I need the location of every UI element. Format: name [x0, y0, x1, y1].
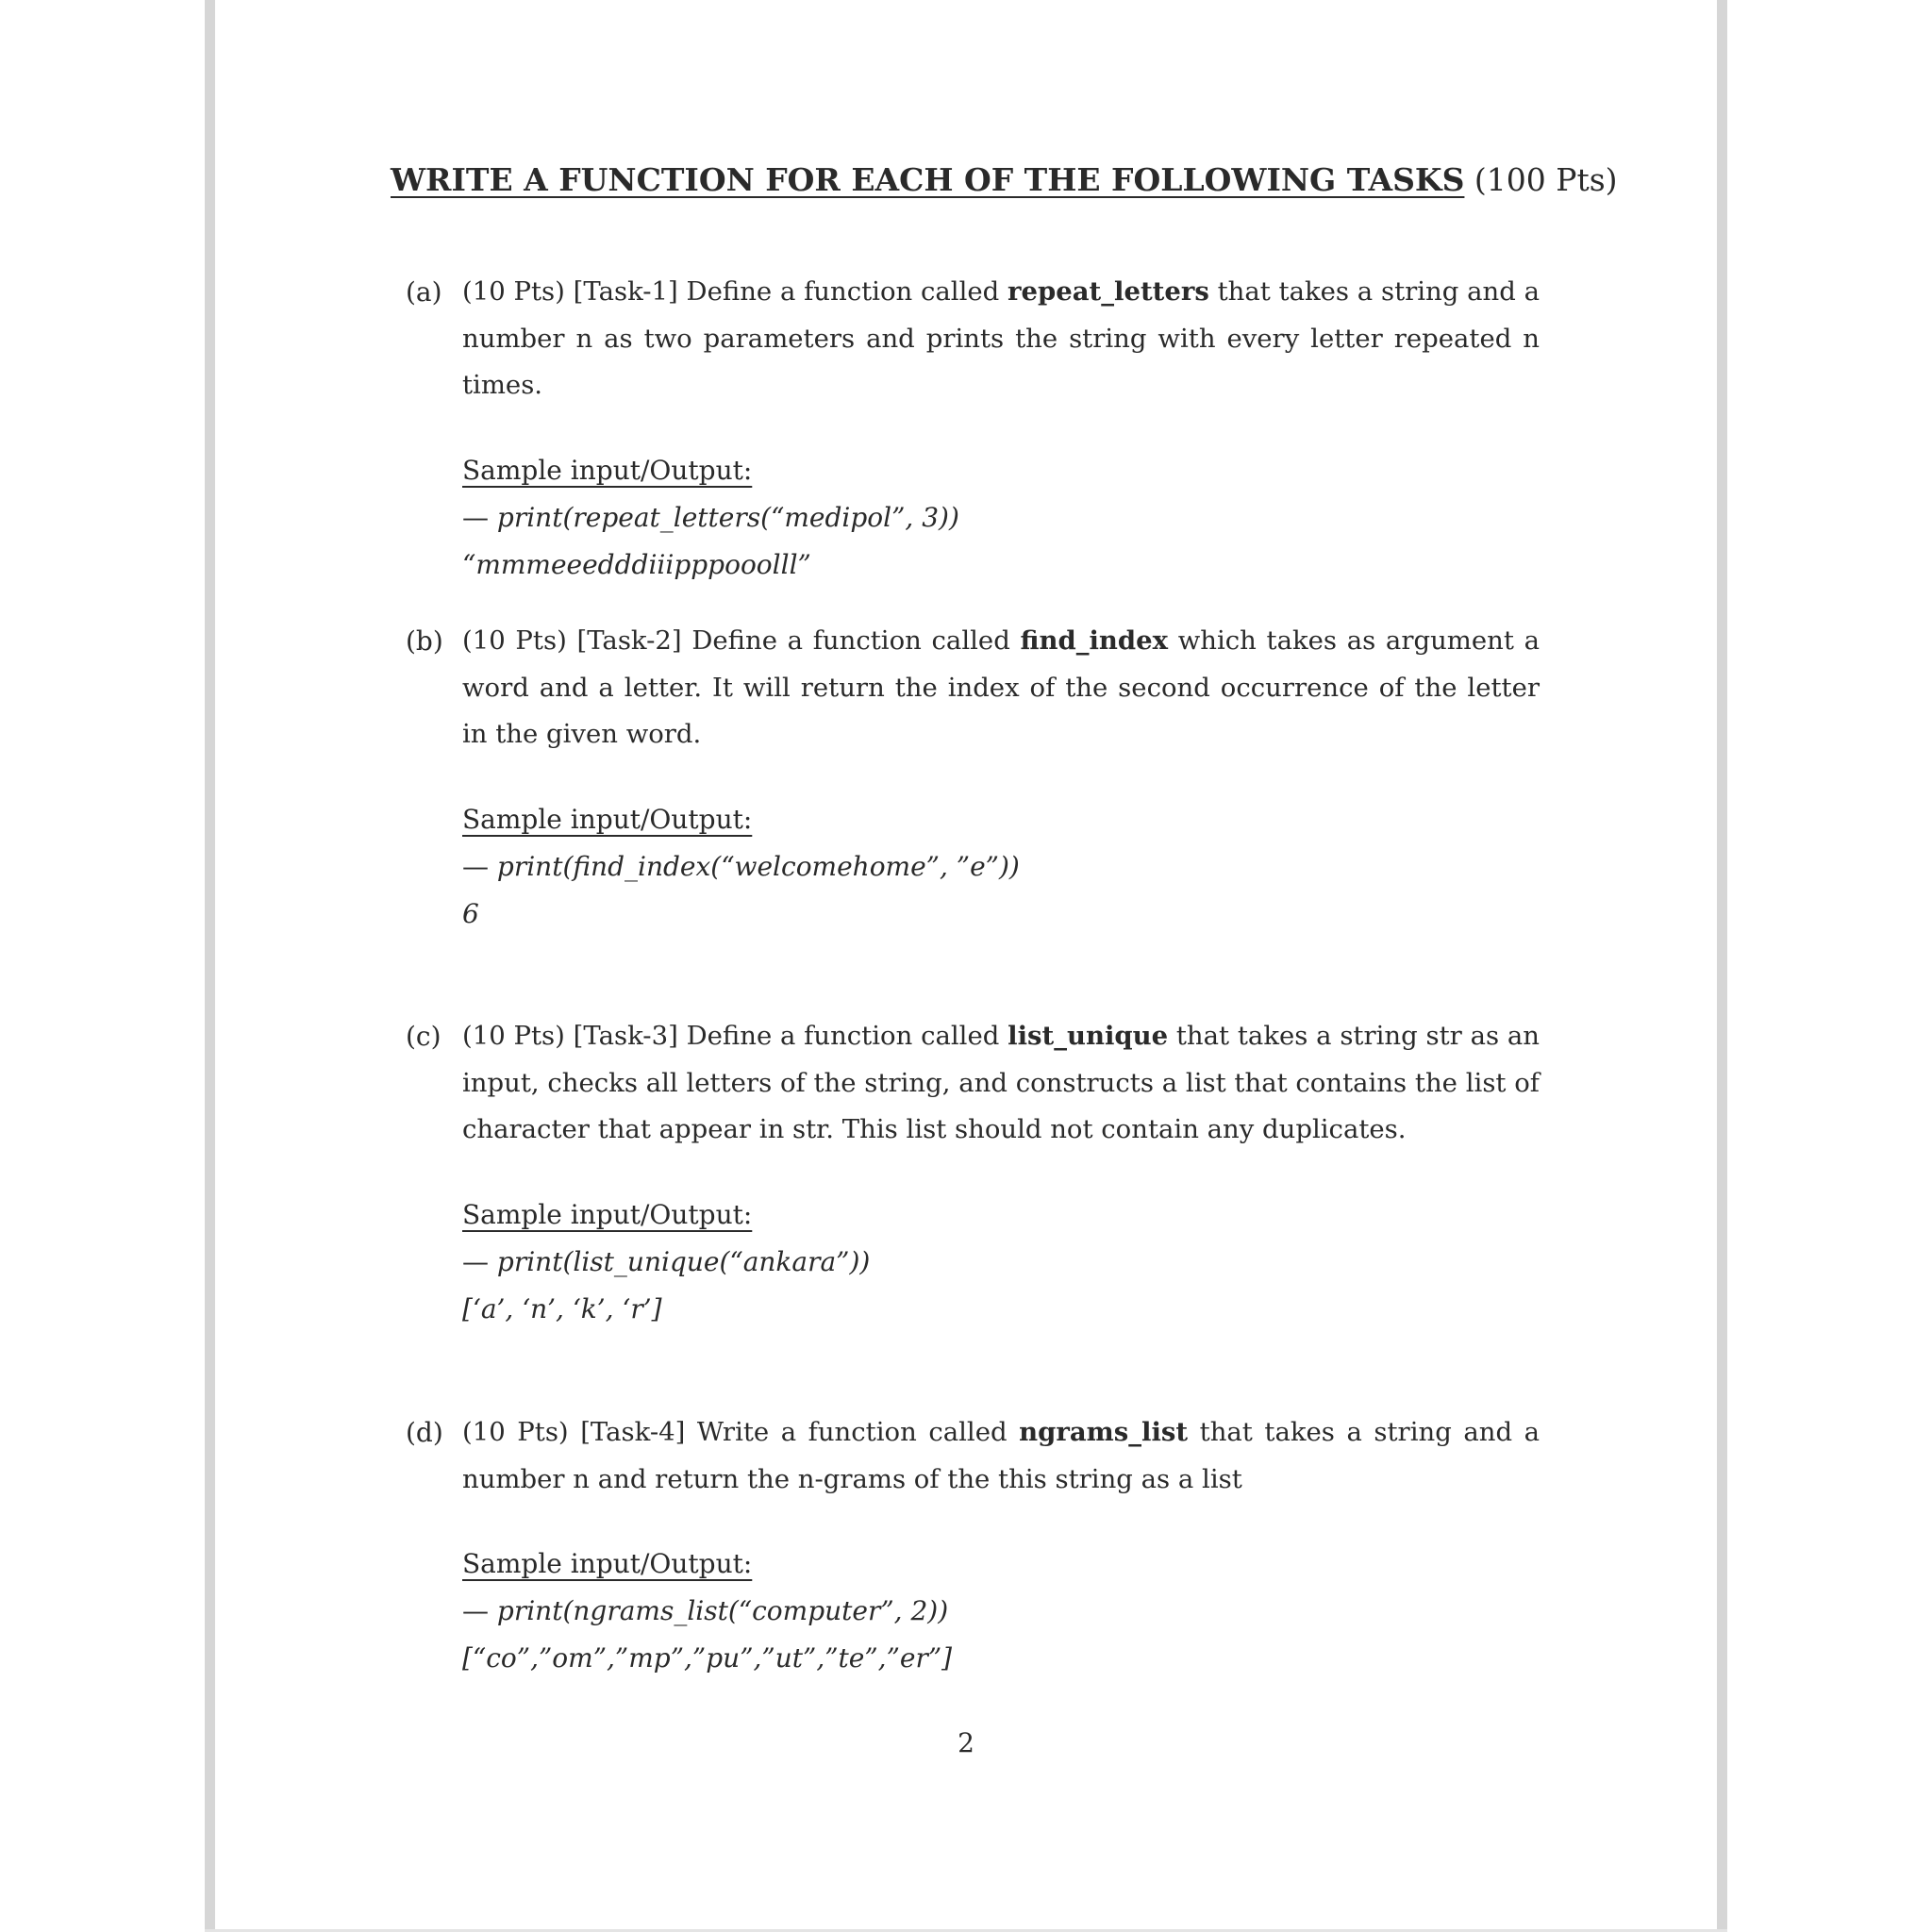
page-number: 2: [958, 1727, 974, 1758]
sample-call-text: print(ngrams_list(“computer”, 2)): [489, 1595, 949, 1626]
sample-output: [‘a’, ‘n’, ‘k’, ‘r’]: [462, 1292, 662, 1324]
sample-block: [462, 1541, 1540, 1682]
heading-points: (100 Pts): [1474, 161, 1618, 198]
page-right-edge: [1717, 0, 1727, 1932]
task-text: (10 Pts) [Task-1] Define a function called: [462, 276, 1008, 307]
task-text: which takes as argument a word and a letter. It will return the index of the second occurrence of the letter in the given word.: [462, 625, 1540, 749]
task-text: that takes a string str as an input, checks all letters of the string, and constructs a list that contains the list of character that appear in str. This list should not contain any duplicates.: [462, 1021, 1540, 1144]
sample-output: [“co”,”om”,”mp”,”pu”,”ut”,”te”,”er”]: [462, 1642, 953, 1674]
sample-call: [462, 1239, 1540, 1286]
task-label: (a): [406, 276, 442, 308]
task-text: (10 Pts) [Task-3] Define a function called: [462, 1021, 1008, 1051]
sample-block: [462, 796, 1540, 938]
dash: —: [462, 501, 489, 533]
heading-title: WRITE A FUNCTION FOR EACH OF THE FOLLOWING TASKS: [391, 161, 1465, 198]
sample-header: Sample input/Output:: [462, 454, 753, 486]
dash: —: [462, 850, 489, 882]
sample-call: [462, 494, 1540, 541]
sample-output: “mmmeeedddiiipppooolll”: [462, 548, 811, 580]
function-name: list_unique: [1008, 1021, 1169, 1051]
sample-call-text: print(repeat_letters(“medipol”, 3)): [489, 501, 959, 533]
dash: —: [462, 1595, 489, 1626]
sample-header: Sample input/Output:: [462, 803, 753, 835]
function-name: ngrams_list: [1019, 1417, 1189, 1447]
task-text: that takes a string and a number n and return the n-grams of the this string as a list: [462, 1417, 1541, 1494]
task-description: [462, 1013, 1540, 1154]
sample-header: Sample input/Output:: [462, 1548, 753, 1579]
task-label: (c): [406, 1021, 441, 1052]
task-label: (b): [406, 625, 443, 657]
sample-block: [462, 447, 1540, 589]
function-name: find_index: [1020, 625, 1169, 656]
sample-header: Sample input/Output:: [462, 1198, 753, 1230]
sample-call: [462, 1588, 1540, 1635]
task-d: [406, 1409, 1547, 1682]
section-heading: [391, 156, 1617, 205]
sample-call-text: print(find_index(“welcomehome”, ”e”)): [489, 850, 1020, 882]
sample-output: 6: [462, 897, 479, 929]
function-name: repeat_letters: [1008, 276, 1209, 307]
task-a: [406, 269, 1547, 589]
task-description: [462, 269, 1540, 409]
task-description: [462, 1409, 1540, 1503]
task-label: (d): [406, 1417, 443, 1448]
sample-call-text: print(list_unique(“ankara”)): [489, 1245, 871, 1277]
task-text: (10 Pts) [Task-2] Define a function called: [462, 625, 1021, 656]
sample-block: [462, 1191, 1540, 1333]
task-text: (10 Pts) [Task-4] Write a function called: [462, 1417, 1020, 1447]
task-text: that takes a string and a number n as two parameters and prints the string with every letter repeated n times.: [462, 276, 1540, 400]
task-c: [406, 1013, 1547, 1333]
task-b: [406, 618, 1547, 938]
sample-call: [462, 843, 1540, 891]
dash: —: [462, 1245, 489, 1277]
task-description: [462, 618, 1540, 758]
page-left-edge: [205, 0, 215, 1932]
